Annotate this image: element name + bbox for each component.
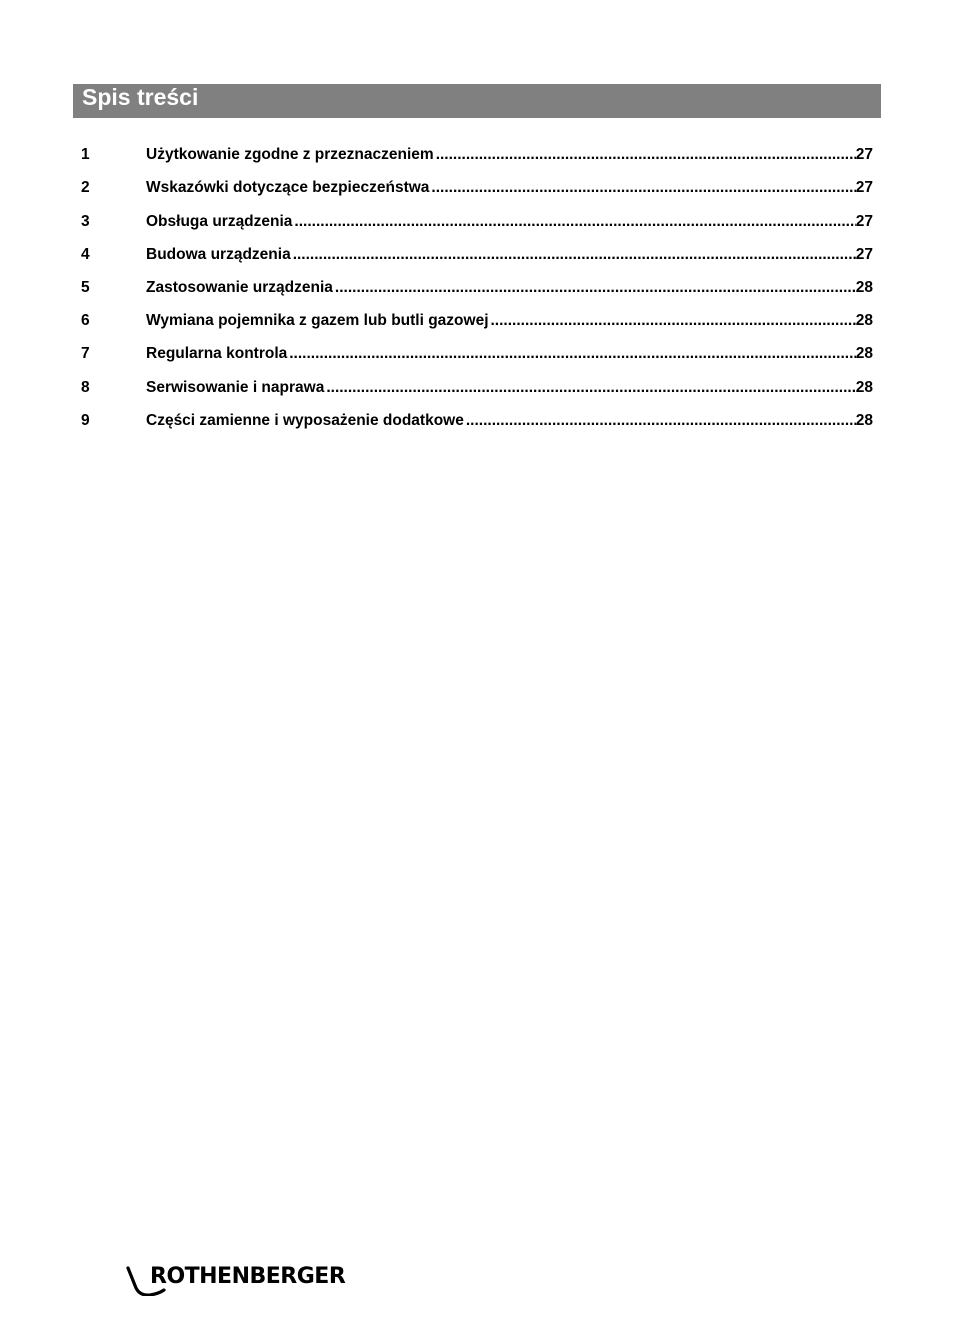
- toc-entry-number: 9: [81, 412, 90, 429]
- toc-entry-title: Zastosowanie urządzenia: [146, 279, 333, 296]
- toc-entry-8[interactable]: [81, 378, 873, 398]
- toc-entry-1[interactable]: [81, 145, 873, 165]
- toc-entry-title: Regularna kontrola: [146, 345, 288, 362]
- toc-entry-number: 4: [81, 246, 90, 263]
- toc-entry-9[interactable]: [81, 411, 873, 431]
- toc-entry-number: 1: [81, 146, 90, 163]
- toc-entry-number: 3: [81, 213, 90, 230]
- toc-dot-leader: [293, 245, 856, 265]
- toc-entry-page: 27: [855, 179, 873, 196]
- toc-entry-title: Wymiana pojemnika z gazem lub butli gazowej: [146, 312, 489, 329]
- toc-entry-3[interactable]: [81, 212, 873, 232]
- toc-entry-4[interactable]: [81, 245, 873, 265]
- toc-entry-page: 28: [855, 412, 873, 429]
- toc-entry-page: 28: [855, 345, 873, 362]
- toc-entry-page: 27: [855, 246, 873, 263]
- toc-entry-number: 8: [81, 379, 90, 396]
- page-title: Spis treści: [82, 84, 199, 110]
- toc-dot-leader: [326, 378, 855, 398]
- toc-entry-2[interactable]: [81, 178, 873, 198]
- heading-bar: [73, 84, 881, 118]
- rothenberger-logo: [124, 1262, 364, 1296]
- toc-entry-title: Obsługa urządzenia: [146, 213, 293, 230]
- toc-entry-page: 28: [855, 312, 873, 329]
- toc-dot-leader: [335, 278, 856, 298]
- toc-entry-title: Budowa urządzenia: [146, 246, 291, 263]
- toc-entry-number: 6: [81, 312, 90, 329]
- toc-entry-page: 28: [855, 379, 873, 396]
- toc-entry-7[interactable]: [81, 344, 873, 364]
- toc-entry-number: 2: [81, 179, 90, 196]
- toc-entry-title: Wskazówki dotyczące bezpieczeństwa: [146, 179, 430, 196]
- toc-dot-leader: [436, 145, 856, 165]
- toc-entry-title: Użytkowanie zgodne z przeznaczeniem: [146, 146, 434, 163]
- toc-entry-page: 27: [855, 213, 873, 230]
- toc-dot-leader: [294, 212, 855, 232]
- toc-entry-title: Serwisowanie i naprawa: [146, 379, 325, 396]
- toc-entry-5[interactable]: [81, 278, 873, 298]
- toc-entry-page: 28: [855, 279, 873, 296]
- toc-dot-leader: [289, 344, 856, 364]
- toc-entry-number: 7: [81, 345, 90, 362]
- toc-entry-page: 27: [855, 146, 873, 163]
- toc-entry-6[interactable]: [81, 311, 873, 331]
- toc-dot-leader: [431, 178, 855, 198]
- toc-entry-number: 5: [81, 279, 90, 296]
- toc-dot-leader: [491, 311, 856, 331]
- toc-dot-leader: [466, 411, 856, 431]
- toc-entry-title: Części zamienne i wyposażenie dodatkowe: [146, 412, 464, 429]
- logo-wordmark: ROTHENBERGER: [150, 1264, 346, 1289]
